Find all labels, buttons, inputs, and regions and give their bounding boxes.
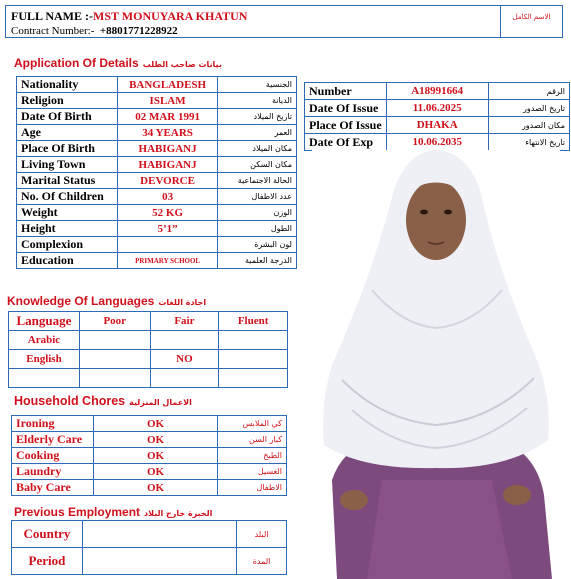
full-name-value: MST MONUYARA KHATUN	[93, 9, 248, 23]
languages-name	[9, 369, 80, 388]
application-label: Weight	[17, 205, 118, 221]
passport-label-ar: تاريخ الانتهاء	[488, 134, 569, 151]
application-label: Age	[17, 125, 118, 141]
languages-header-3: Fluent	[219, 312, 288, 331]
application-label: Religion	[17, 93, 118, 109]
languages-row	[9, 369, 288, 388]
application-row	[17, 125, 297, 141]
chores-label: Cooking	[12, 448, 94, 464]
chores-row	[12, 432, 287, 448]
application-label: Complexion	[17, 237, 118, 253]
passport-row	[305, 100, 570, 117]
languages-row	[9, 350, 288, 369]
application-row	[17, 157, 297, 173]
chores-row	[12, 464, 287, 480]
languages-name: English	[9, 350, 80, 369]
languages-title-ar: اجادة اللغات	[158, 298, 207, 307]
header-box	[5, 5, 563, 38]
application-title: Application Of Details	[14, 56, 139, 70]
application-label: Living Town	[17, 157, 118, 173]
application-value: PRIMARY SCHOOL	[117, 253, 218, 269]
employment-section-title	[14, 505, 212, 519]
passport-value: A18991664	[386, 83, 488, 100]
passport-label-ar: مكان الصدور	[488, 117, 569, 134]
languages-fair	[150, 369, 219, 388]
applicant-photo	[312, 150, 560, 579]
application-table	[16, 76, 297, 269]
languages-section-title	[7, 294, 206, 308]
application-value: 34 YEARS	[117, 125, 218, 141]
application-label-ar: الديانة	[218, 93, 297, 109]
passport-label: Number	[305, 83, 387, 100]
employment-label: Country	[12, 521, 83, 548]
application-label-ar: مكان السكن	[218, 157, 297, 173]
application-label-ar: مكان الميلاد	[218, 141, 297, 157]
passport-value: DHAKA	[386, 117, 488, 134]
application-label-ar: تاريخ الميلاد	[218, 109, 297, 125]
languages-poor	[79, 350, 150, 369]
full-name-line	[11, 9, 247, 24]
application-label-ar: الطول	[218, 221, 297, 237]
application-row	[17, 77, 297, 93]
languages-table	[8, 311, 288, 388]
employment-row	[12, 521, 287, 548]
application-row	[17, 221, 297, 237]
passport-label: Date Of Exp	[305, 134, 387, 151]
application-row	[17, 173, 297, 189]
passport-value: 11.06.2025	[386, 100, 488, 117]
employment-value	[82, 548, 236, 575]
employment-title: Previous Employment	[14, 505, 141, 519]
passport-label: Place Of Issue	[305, 117, 387, 134]
application-label: Height	[17, 221, 118, 237]
employment-label-ar: البلد	[237, 521, 287, 548]
application-row	[17, 93, 297, 109]
chores-value: OK	[93, 416, 217, 432]
employment-title-ar: الخبرة خارج البلاد	[144, 509, 213, 518]
application-section-title	[14, 56, 222, 70]
chores-value: OK	[93, 448, 217, 464]
chores-label: Laundry	[12, 464, 94, 480]
application-label-ar: الحالة الاجتماعية	[218, 173, 297, 189]
application-row	[17, 141, 297, 157]
passport-row	[305, 134, 570, 151]
languages-header-1: Poor	[79, 312, 150, 331]
chores-label: Ironing	[12, 416, 94, 432]
languages-fair: NO	[150, 350, 219, 369]
chores-section-title	[14, 394, 192, 408]
languages-row	[9, 331, 288, 350]
application-value: HABIGANJ	[117, 157, 218, 173]
chores-label: Baby Care	[12, 480, 94, 496]
languages-fair	[150, 331, 219, 350]
chores-row	[12, 480, 287, 496]
languages-fluent	[219, 350, 288, 369]
application-value: ISLAM	[117, 93, 218, 109]
application-value: 02 MAR 1991	[117, 109, 218, 125]
chores-row	[12, 448, 287, 464]
employment-table	[11, 520, 287, 575]
application-value: 03	[117, 189, 218, 205]
passport-row	[305, 117, 570, 134]
chores-label: Elderly Care	[12, 432, 94, 448]
contract-label: Contract Number:-	[11, 25, 95, 37]
application-label-ar: العمر	[218, 125, 297, 141]
passport-label-ar: تاريخ الصدور	[488, 100, 569, 117]
passport-label: Date Of Issue	[305, 100, 387, 117]
application-row	[17, 237, 297, 253]
languages-fluent	[219, 331, 288, 350]
chores-title-ar: الاعمال المنزلية	[129, 398, 192, 407]
application-row	[17, 109, 297, 125]
application-label-ar: عدد الاطفال	[218, 189, 297, 205]
application-row	[17, 189, 297, 205]
chores-value: OK	[93, 464, 217, 480]
chores-value: OK	[93, 432, 217, 448]
application-value: BANGLADESH	[117, 77, 218, 93]
passport-row	[305, 83, 570, 100]
passport-label-ar: الرقم	[488, 83, 569, 100]
application-value: 52 KG	[117, 205, 218, 221]
name-arabic-label: الاسم الكامل	[500, 6, 562, 37]
contract-line	[11, 25, 178, 37]
languages-header-0: Language	[9, 312, 80, 331]
application-label: Place Of Birth	[17, 141, 118, 157]
chores-value: OK	[93, 480, 217, 496]
chores-label-ar: الاطفال	[218, 480, 287, 496]
full-name-label: FULL NAME :-	[11, 9, 93, 23]
contract-number: +8801771228922	[99, 25, 178, 37]
application-row	[17, 205, 297, 221]
chores-label-ar: كي الملابس	[218, 416, 287, 432]
application-label: Date Of Birth	[17, 109, 118, 125]
chores-title: Household Chores	[14, 394, 126, 408]
languages-poor	[79, 369, 150, 388]
chores-label-ar: الغسيل	[218, 464, 287, 480]
languages-fluent	[219, 369, 288, 388]
application-label: Nationality	[17, 77, 118, 93]
employment-row	[12, 548, 287, 575]
application-row	[17, 253, 297, 269]
application-value: 5’1”	[117, 221, 218, 237]
passport-value: 10.06.2035	[386, 134, 488, 151]
application-value: HABIGANJ	[117, 141, 218, 157]
application-label-ar: الوزن	[218, 205, 297, 221]
chores-table	[11, 415, 287, 496]
employment-value	[82, 521, 236, 548]
application-value	[117, 237, 218, 253]
application-label: Education	[17, 253, 118, 269]
languages-header-2: Fair	[150, 312, 219, 331]
languages-title: Knowledge Of Languages	[7, 294, 155, 308]
application-label-ar: لون البشرة	[218, 237, 297, 253]
languages-poor	[79, 331, 150, 350]
application-label: Marital Status	[17, 173, 118, 189]
chores-label-ar: الطبخ	[218, 448, 287, 464]
application-value: DEVORCE	[117, 173, 218, 189]
chores-row	[12, 416, 287, 432]
application-label: No. Of Children	[17, 189, 118, 205]
application-label-ar: الجنسية	[218, 77, 297, 93]
application-label-ar: الدرجة العلمية	[218, 253, 297, 269]
chores-label-ar: كبار السن	[218, 432, 287, 448]
application-title-ar: بيانات صاحب الطلب	[142, 60, 222, 69]
passport-table	[304, 82, 570, 151]
employment-label: Period	[12, 548, 83, 575]
employment-label-ar: المدة	[237, 548, 287, 575]
languages-header-row	[9, 312, 288, 331]
languages-name: Arabic	[9, 331, 80, 350]
